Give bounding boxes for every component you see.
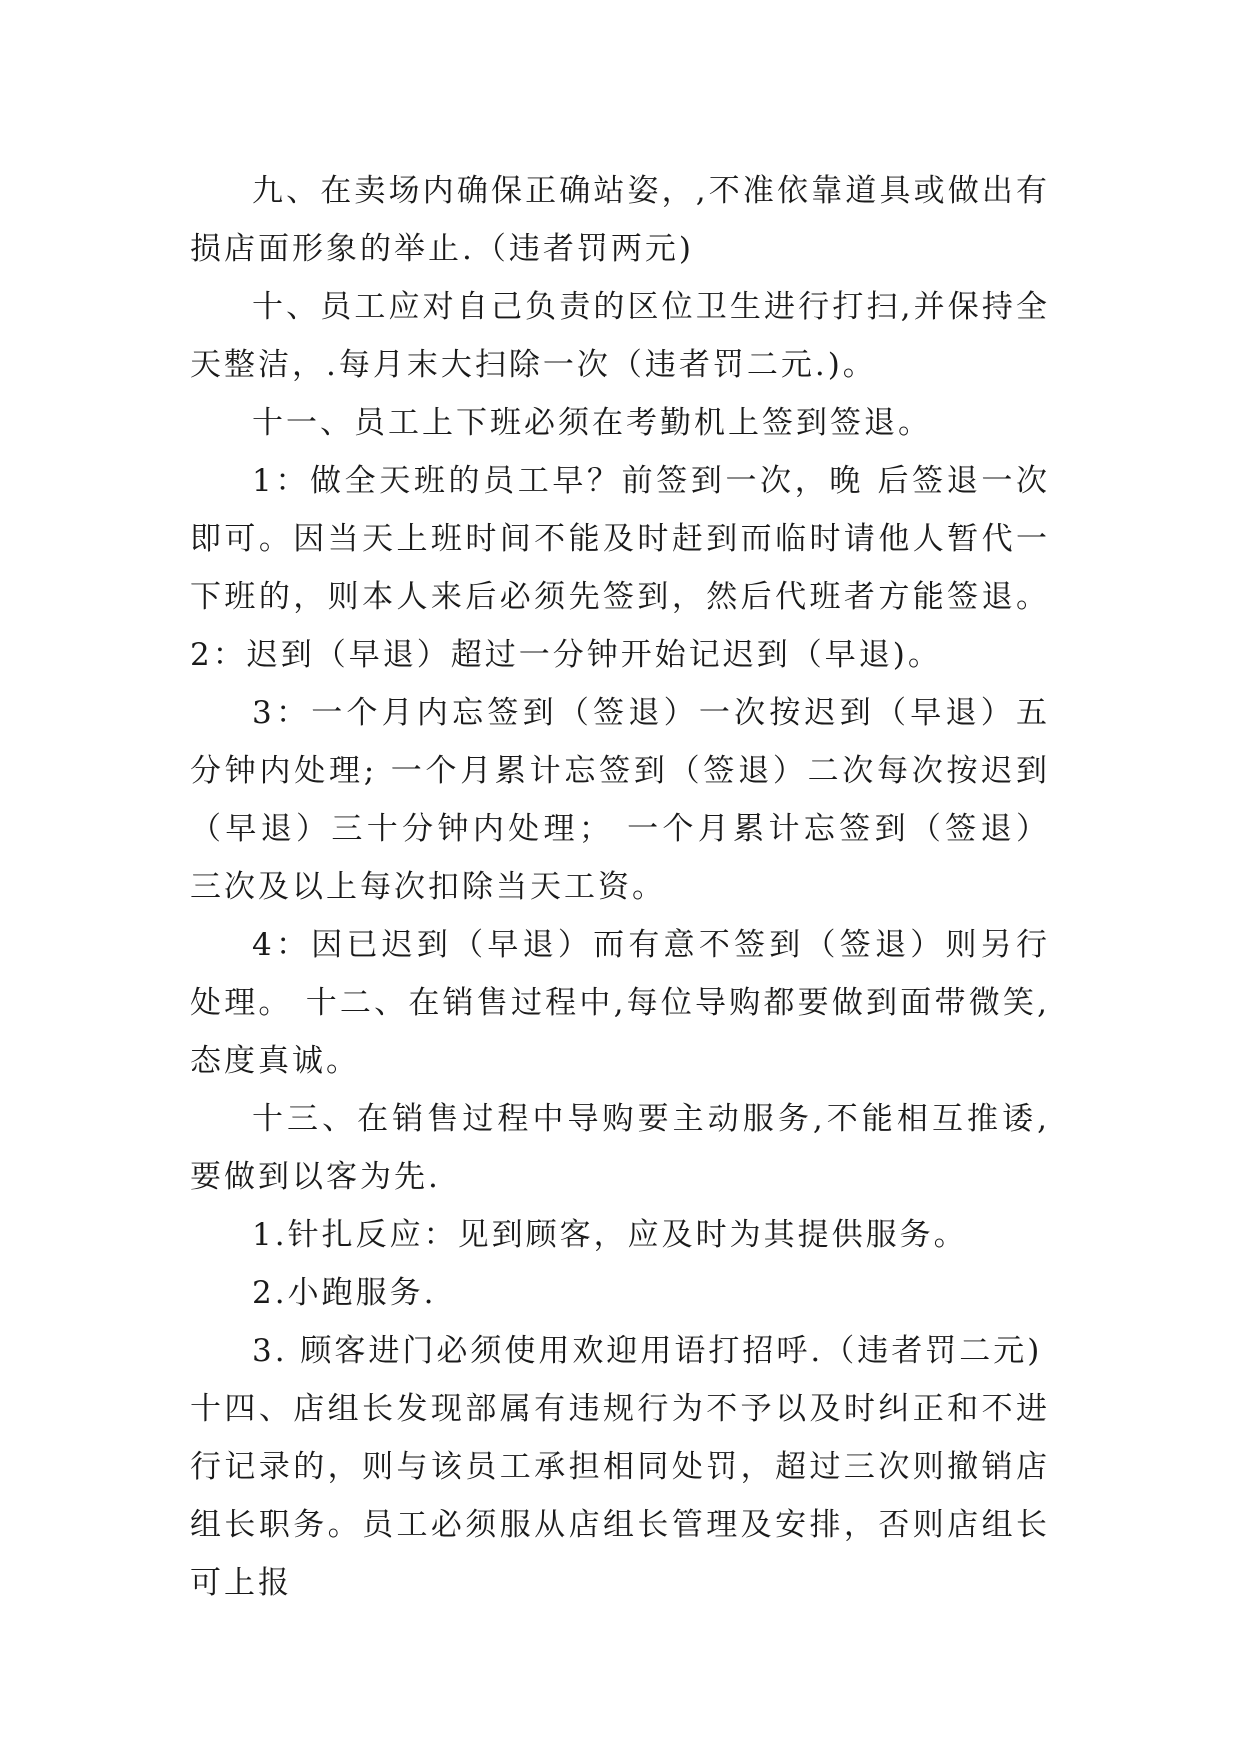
paragraph-rule-9: 九、在卖场内确保正确站姿，,不准依靠道具或做出有损店面形象的举止.（违者罚两元) (190, 173, 1050, 267)
document-body (190, 162, 1050, 1612)
paragraph-rule-11-item-3: 3：一个月内忘签到（签退）一次按迟到（早退）五分钟内处理; 一个月累计忘签到（签退）二次每次按迟到（早退）三十分钟内处理； 一个月累计忘签到（签退）三次及以上每次扣除当天工资。 (190, 695, 1050, 905)
paragraph-rule-13-item-2: 2.小跑服务. (252, 1275, 437, 1311)
paragraph-rule-13: 十三、在销售过程中导购要主动服务,不能相互推诿,要做到以客为先. (190, 1101, 1050, 1195)
paragraph-rule-13-item-3: 3. 顾客进门必须使用欢迎用语打招呼.（违者罚二元) (252, 1333, 1043, 1369)
paragraph-rule-11-item-1: 1：做全天班的员工早？前签到一次，晚 后签退一次即可。因当天上班时间不能及时赶到而临时请他人暂代一下班的，则本人来后必须先签到，然后代班者方能签退。 2：迟到（早退）超过一分钟开始记迟到（早退)。 (190, 463, 1050, 673)
paragraph-rule-10: 十、员工应对自己负责的区位卫生进行打扫,并保持全天整洁，.每月末大扫除一次（违者罚二元.)。 (190, 289, 1050, 383)
paragraph-rule-11: 十一、员工上下班必须在考勤机上签到签退。 (252, 405, 932, 441)
paragraph-rule-14: 十四、店组长发现部属有违规行为不予以及时纠正和不进行记录的，则与该员工承担相同处罚，超过三次则撤销店组长职务。员工必须服从店组长管理及安排，否则店组长可上报 (190, 1391, 1050, 1601)
paragraph-rule-11-item-4: 4：因已迟到（早退）而有意不签到（签退）则另行处理。 十二、在销售过程中,每位导购都要做到面带微笑,态度真诚。 (190, 927, 1050, 1079)
paragraph-rule-13-item-1: 1.针扎反应：见到顾客，应及时为其提供服务。 (252, 1217, 968, 1253)
